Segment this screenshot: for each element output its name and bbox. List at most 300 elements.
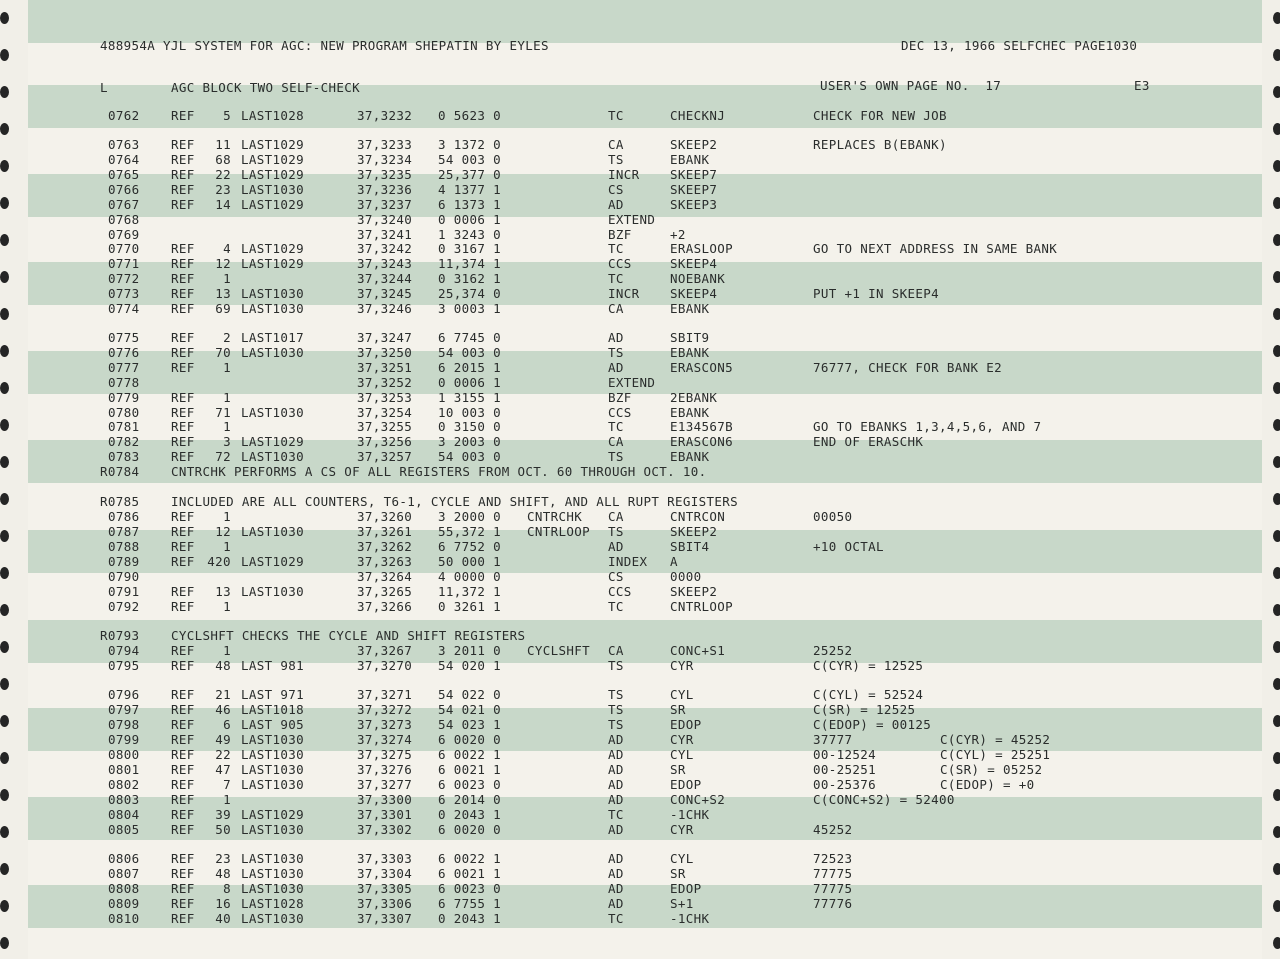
operand: SR — [670, 702, 686, 717]
line-number: R0785 — [100, 494, 140, 509]
comment-extra: C(SR) = 05252 — [940, 762, 1043, 777]
opcode: AD — [608, 866, 624, 881]
memory-address: 37,3265 — [357, 584, 413, 599]
ref-keyword: REF — [171, 807, 195, 822]
ref-count: 23 — [215, 182, 231, 197]
ref-count: 11 — [215, 137, 231, 152]
line-number: 0768 — [108, 212, 140, 227]
ref-keyword: REF — [171, 360, 195, 375]
ref-keyword: REF — [171, 271, 195, 286]
operand: CYR — [670, 658, 694, 673]
comment: END OF ERASCHK — [813, 434, 924, 449]
last-reference: LAST1030 — [241, 762, 305, 777]
ref-keyword: REF — [171, 866, 195, 881]
last-reference: LAST1017 — [241, 330, 305, 345]
memory-address: 37,3253 — [357, 390, 413, 405]
octal-code: 0 3150 0 — [438, 419, 502, 434]
line-number: 0794 — [108, 643, 140, 658]
location-tag: CYCLSHFT — [527, 643, 591, 658]
memory-address: 37,3255 — [357, 419, 413, 434]
line-number: 0783 — [108, 449, 140, 464]
opcode: TC — [608, 599, 624, 614]
comment: CHECK FOR NEW JOB — [813, 108, 947, 123]
opcode: CCS — [608, 256, 632, 271]
opcode: AD — [608, 197, 624, 212]
line-number: 0778 — [108, 375, 140, 390]
ref-count: 72 — [215, 449, 231, 464]
octal-code: 54 022 0 — [438, 687, 502, 702]
octal-code: 6 0023 0 — [438, 881, 502, 896]
opcode: AD — [608, 360, 624, 375]
line-number: 0792 — [108, 599, 140, 614]
octal-code: 3 0003 1 — [438, 301, 502, 316]
line-number: 0766 — [108, 182, 140, 197]
last-reference: LAST1029 — [241, 241, 305, 256]
opcode: EXTEND — [608, 375, 656, 390]
memory-address: 37,3273 — [357, 717, 413, 732]
operand: SBIT4 — [670, 539, 710, 554]
memory-address: 37,3236 — [357, 182, 413, 197]
last-reference: LAST1030 — [241, 777, 305, 792]
opcode: TS — [608, 152, 624, 167]
ref-keyword: REF — [171, 152, 195, 167]
comment-extra: C(CYR) = 45252 — [940, 732, 1051, 747]
ref-count: 46 — [215, 702, 231, 717]
opcode: TC — [608, 108, 624, 123]
line-number: 0802 — [108, 777, 140, 792]
operand: EDOP — [670, 777, 702, 792]
memory-address: 37,3263 — [357, 554, 413, 569]
ref-keyword: REF — [171, 896, 195, 911]
last-reference: LAST1029 — [241, 434, 305, 449]
operand: CYR — [670, 822, 694, 837]
last-reference: LAST1030 — [241, 851, 305, 866]
operand: E134567B — [670, 419, 734, 434]
opcode: AD — [608, 881, 624, 896]
line-number: 0787 — [108, 524, 140, 539]
last-reference: LAST 981 — [241, 658, 305, 673]
ref-keyword: REF — [171, 732, 195, 747]
octal-code: 11,374 1 — [438, 256, 502, 271]
operand: EBANK — [670, 345, 710, 360]
ref-keyword: REF — [171, 509, 195, 524]
memory-address: 37,3272 — [357, 702, 413, 717]
ref-count: 1 — [223, 390, 231, 405]
last-reference: LAST1030 — [241, 866, 305, 881]
line-number: 0767 — [108, 197, 140, 212]
line-number: 0796 — [108, 687, 140, 702]
octal-code: 6 1373 1 — [438, 197, 502, 212]
last-reference: LAST1030 — [241, 286, 305, 301]
ref-keyword: REF — [171, 747, 195, 762]
octal-code: 25,377 0 — [438, 167, 502, 182]
ref-count: 47 — [215, 762, 231, 777]
opcode: CS — [608, 569, 624, 584]
memory-address: 37,3251 — [357, 360, 413, 375]
line-number: R0793 — [100, 628, 140, 643]
last-reference: LAST1030 — [241, 301, 305, 316]
remark-text: INCLUDED ARE ALL COUNTERS, T6-1, CYCLE AND SHIFT, AND ALL RUPT REGISTERS — [171, 494, 739, 509]
ref-keyword: REF — [171, 554, 195, 569]
ref-keyword: REF — [171, 241, 195, 256]
line-number: 0764 — [108, 152, 140, 167]
ref-keyword: REF — [171, 405, 195, 420]
ref-count: 420 — [207, 554, 231, 569]
user-page-label: USER'S OWN PAGE NO. 17 — [820, 78, 1002, 93]
line-number: 0795 — [108, 658, 140, 673]
ref-keyword: REF — [171, 643, 195, 658]
ref-keyword: REF — [171, 658, 195, 673]
memory-address: 37,3237 — [357, 197, 413, 212]
ref-count: 3 — [223, 434, 231, 449]
ref-keyword: REF — [171, 881, 195, 896]
ref-count: 70 — [215, 345, 231, 360]
ref-keyword: REF — [171, 330, 195, 345]
ref-count: 12 — [215, 524, 231, 539]
ref-keyword: REF — [171, 687, 195, 702]
memory-address: 37,3302 — [357, 822, 413, 837]
comment: 00-25376 — [813, 777, 877, 792]
operand: SKEEP4 — [670, 286, 718, 301]
comment: 25252 — [813, 643, 853, 658]
line-number: 0774 — [108, 301, 140, 316]
line-number: 0789 — [108, 554, 140, 569]
line-number: 0797 — [108, 702, 140, 717]
opcode: TS — [608, 658, 624, 673]
last-reference: LAST1030 — [241, 405, 305, 420]
ref-keyword: REF — [171, 762, 195, 777]
octal-code: 6 2015 1 — [438, 360, 502, 375]
operand: 2EBANK — [670, 390, 718, 405]
memory-address: 37,3245 — [357, 286, 413, 301]
ref-count: 40 — [215, 911, 231, 926]
line-number: 0788 — [108, 539, 140, 554]
ref-keyword: REF — [171, 822, 195, 837]
memory-address: 37,3306 — [357, 896, 413, 911]
last-reference: LAST1030 — [241, 182, 305, 197]
operand: -1CHK — [670, 807, 710, 822]
comment: C(SR) = 12525 — [813, 702, 916, 717]
ref-count: 1 — [223, 419, 231, 434]
ref-keyword: REF — [171, 777, 195, 792]
opcode: TC — [608, 911, 624, 926]
line-number: 0762 — [108, 108, 140, 123]
memory-address: 37,3267 — [357, 643, 413, 658]
line-number: 0775 — [108, 330, 140, 345]
operand: SR — [670, 866, 686, 881]
operand: NOEBANK — [670, 271, 726, 286]
memory-address: 37,3271 — [357, 687, 413, 702]
opcode: CA — [608, 509, 624, 524]
comment: REPLACES B(EBANK) — [813, 137, 947, 152]
ref-count: 14 — [215, 197, 231, 212]
line-number: 0790 — [108, 569, 140, 584]
last-reference: LAST1029 — [241, 167, 305, 182]
opcode: AD — [608, 896, 624, 911]
ref-count: 1 — [223, 271, 231, 286]
opcode: AD — [608, 762, 624, 777]
memory-address: 37,3274 — [357, 732, 413, 747]
comment: 77775 — [813, 881, 853, 896]
operand: CNTRCON — [670, 509, 726, 524]
line-number: 0765 — [108, 167, 140, 182]
line-number: 0786 — [108, 509, 140, 524]
memory-address: 37,3252 — [357, 375, 413, 390]
octal-code: 6 7755 1 — [438, 896, 502, 911]
memory-address: 37,3261 — [357, 524, 413, 539]
octal-code: 6 2014 0 — [438, 792, 502, 807]
opcode: TS — [608, 717, 624, 732]
octal-code: 3 1372 0 — [438, 137, 502, 152]
memory-address: 37,3262 — [357, 539, 413, 554]
operand: A — [670, 554, 678, 569]
line-number: 0801 — [108, 762, 140, 777]
opcode: CS — [608, 182, 624, 197]
ref-keyword: REF — [171, 702, 195, 717]
comment: 00-25251 — [813, 762, 877, 777]
comment: 77776 — [813, 896, 853, 911]
operand: SKEEP2 — [670, 524, 718, 539]
octal-code: 3 2003 0 — [438, 434, 502, 449]
memory-address: 37,3270 — [357, 658, 413, 673]
opcode: AD — [608, 792, 624, 807]
ref-keyword: REF — [171, 524, 195, 539]
line-number: 0798 — [108, 717, 140, 732]
ref-keyword: REF — [171, 434, 195, 449]
line-number: 0780 — [108, 405, 140, 420]
memory-address: 37,3257 — [357, 449, 413, 464]
location-tag: CNTRCHK — [527, 509, 583, 524]
line-number: 0769 — [108, 227, 140, 242]
operand: EDOP — [670, 881, 702, 896]
opcode: CCS — [608, 405, 632, 420]
last-reference: LAST1028 — [241, 896, 305, 911]
operand: 0000 — [670, 569, 702, 584]
memory-address: 37,3305 — [357, 881, 413, 896]
octal-code: 50 000 1 — [438, 554, 502, 569]
opcode: AD — [608, 777, 624, 792]
operand: EBANK — [670, 405, 710, 420]
last-reference: LAST 971 — [241, 687, 305, 702]
opcode: AD — [608, 539, 624, 554]
page-header-left: 488954A YJL SYSTEM FOR AGC: NEW PROGRAM SHEPATIN BY EYLES — [100, 38, 549, 53]
ref-keyword: REF — [171, 345, 195, 360]
ref-keyword: REF — [171, 449, 195, 464]
memory-address: 37,3260 — [357, 509, 413, 524]
comment: GO TO NEXT ADDRESS IN SAME BANK — [813, 241, 1058, 256]
comment: C(CONC+S2) = 52400 — [813, 792, 955, 807]
octal-code: 6 0023 0 — [438, 777, 502, 792]
octal-code: 6 0022 1 — [438, 747, 502, 762]
remark-text: CYCLSHFT CHECKS THE CYCLE AND SHIFT REGISTERS — [171, 628, 526, 643]
opcode: CA — [608, 434, 624, 449]
operand: -1CHK — [670, 911, 710, 926]
line-number: 0782 — [108, 434, 140, 449]
octal-code: 11,372 1 — [438, 584, 502, 599]
line-number: 0763 — [108, 137, 140, 152]
comment: 76777, CHECK FOR BANK E2 — [813, 360, 1003, 375]
memory-address: 37,3275 — [357, 747, 413, 762]
last-reference: LAST1030 — [241, 732, 305, 747]
memory-address: 37,3235 — [357, 167, 413, 182]
last-reference: LAST1029 — [241, 152, 305, 167]
line-number: 0803 — [108, 792, 140, 807]
operand: SR — [670, 762, 686, 777]
last-reference: LAST1030 — [241, 584, 305, 599]
memory-address: 37,3266 — [357, 599, 413, 614]
octal-code: 4 1377 1 — [438, 182, 502, 197]
ref-count: 23 — [215, 851, 231, 866]
comment: PUT +1 IN SKEEP4 — [813, 286, 940, 301]
line-number: 0770 — [108, 241, 140, 256]
octal-code: 6 0021 1 — [438, 762, 502, 777]
octal-code: 6 0022 1 — [438, 851, 502, 866]
octal-code: 3 2011 0 — [438, 643, 502, 658]
comment: C(CYR) = 12525 — [813, 658, 924, 673]
line-number: 0808 — [108, 881, 140, 896]
operand: SKEEP2 — [670, 137, 718, 152]
ref-keyword: REF — [171, 851, 195, 866]
ref-keyword: REF — [171, 301, 195, 316]
last-reference: LAST1029 — [241, 137, 305, 152]
ref-keyword: REF — [171, 182, 195, 197]
last-reference: LAST1030 — [241, 524, 305, 539]
memory-address: 37,3276 — [357, 762, 413, 777]
line-number: 0776 — [108, 345, 140, 360]
comment: GO TO EBANKS 1,3,4,5,6, AND 7 — [813, 419, 1042, 434]
opcode: AD — [608, 732, 624, 747]
octal-code: 6 0020 0 — [438, 822, 502, 837]
ref-count: 22 — [215, 747, 231, 762]
operand: EBANK — [670, 152, 710, 167]
opcode: AD — [608, 747, 624, 762]
line-number: 0779 — [108, 390, 140, 405]
memory-address: 37,3234 — [357, 152, 413, 167]
ref-count: 5 — [223, 108, 231, 123]
memory-address: 37,3233 — [357, 137, 413, 152]
ref-keyword: REF — [171, 599, 195, 614]
comment: 37777 — [813, 732, 853, 747]
memory-address: 37,3250 — [357, 345, 413, 360]
ref-count: 1 — [223, 509, 231, 524]
line-number: 0805 — [108, 822, 140, 837]
octal-code: 6 0021 1 — [438, 866, 502, 881]
ref-count: 48 — [215, 866, 231, 881]
memory-address: 37,3254 — [357, 405, 413, 420]
operand: CNTRLOOP — [670, 599, 734, 614]
location-tag: CNTRLOOP — [527, 524, 591, 539]
line-number: 0791 — [108, 584, 140, 599]
memory-address: 37,3232 — [357, 108, 413, 123]
operand: ERASCON6 — [670, 434, 734, 449]
operand: CYL — [670, 687, 694, 702]
operand: CYL — [670, 747, 694, 762]
comment: 00050 — [813, 509, 853, 524]
memory-address: 37,3264 — [357, 569, 413, 584]
ref-count: 7 — [223, 777, 231, 792]
ref-count: 1 — [223, 599, 231, 614]
ref-keyword: REF — [171, 137, 195, 152]
ref-keyword: REF — [171, 419, 195, 434]
ref-count: 21 — [215, 687, 231, 702]
opcode: TC — [608, 807, 624, 822]
octal-code: 1 3155 1 — [438, 390, 502, 405]
octal-code: 4 0000 0 — [438, 569, 502, 584]
opcode: EXTEND — [608, 212, 656, 227]
last-reference: LAST1028 — [241, 108, 305, 123]
ref-count: 22 — [215, 167, 231, 182]
ref-count: 50 — [215, 822, 231, 837]
operand: EBANK — [670, 301, 710, 316]
memory-address: 37,3300 — [357, 792, 413, 807]
last-reference: LAST 905 — [241, 717, 305, 732]
line-number: 0806 — [108, 851, 140, 866]
memory-address: 37,3307 — [357, 911, 413, 926]
last-reference: LAST1030 — [241, 747, 305, 762]
comment: 45252 — [813, 822, 853, 837]
ref-keyword: REF — [171, 911, 195, 926]
line-number: 0773 — [108, 286, 140, 301]
comment-extra: C(EDOP) = +0 — [940, 777, 1035, 792]
last-reference: LAST1029 — [241, 554, 305, 569]
operand: +2 — [670, 227, 686, 242]
ref-count: 8 — [223, 881, 231, 896]
opcode: TC — [608, 271, 624, 286]
octal-code: 25,374 0 — [438, 286, 502, 301]
line-number: 0804 — [108, 807, 140, 822]
operand: SKEEP3 — [670, 197, 718, 212]
memory-address: 37,3242 — [357, 241, 413, 256]
operand: CHECKNJ — [670, 108, 726, 123]
opcode: TS — [608, 345, 624, 360]
comment: +10 OCTAL — [813, 539, 884, 554]
ref-keyword: REF — [171, 167, 195, 182]
memory-address: 37,3277 — [357, 777, 413, 792]
line-number: 0810 — [108, 911, 140, 926]
memory-address: 37,3240 — [357, 212, 413, 227]
ref-count: 6 — [223, 717, 231, 732]
octal-code: 1 3243 0 — [438, 227, 502, 242]
memory-address: 37,3256 — [357, 434, 413, 449]
ref-count: 69 — [215, 301, 231, 316]
ref-count: 48 — [215, 658, 231, 673]
ref-keyword: REF — [171, 584, 195, 599]
operand: SKEEP2 — [670, 584, 718, 599]
opcode: TS — [608, 524, 624, 539]
octal-code: 6 0020 0 — [438, 732, 502, 747]
operand: ERASLOOP — [670, 241, 734, 256]
opcode: INCR — [608, 167, 640, 182]
last-reference: LAST1029 — [241, 197, 305, 212]
comment: C(EDOP) = 00125 — [813, 717, 932, 732]
octal-code: 54 020 1 — [438, 658, 502, 673]
line-number: 0809 — [108, 896, 140, 911]
opcode: BZF — [608, 390, 632, 405]
operand: S+1 — [670, 896, 694, 911]
octal-code: 0 5623 0 — [438, 108, 502, 123]
comment: 00-12524 — [813, 747, 877, 762]
opcode: TS — [608, 449, 624, 464]
ref-count: 49 — [215, 732, 231, 747]
opcode: AD — [608, 330, 624, 345]
remark-text: CNTRCHK PERFORMS A CS OF ALL REGISTERS FROM OCT. 60 THROUGH OCT. 10. — [171, 464, 707, 479]
ref-keyword: REF — [171, 792, 195, 807]
line-number: 0800 — [108, 747, 140, 762]
comment: C(CYL) = 52524 — [813, 687, 924, 702]
opcode: CA — [608, 301, 624, 316]
ref-count: 16 — [215, 896, 231, 911]
listing-title: AGC BLOCK TWO SELF-CHECK — [171, 80, 361, 95]
